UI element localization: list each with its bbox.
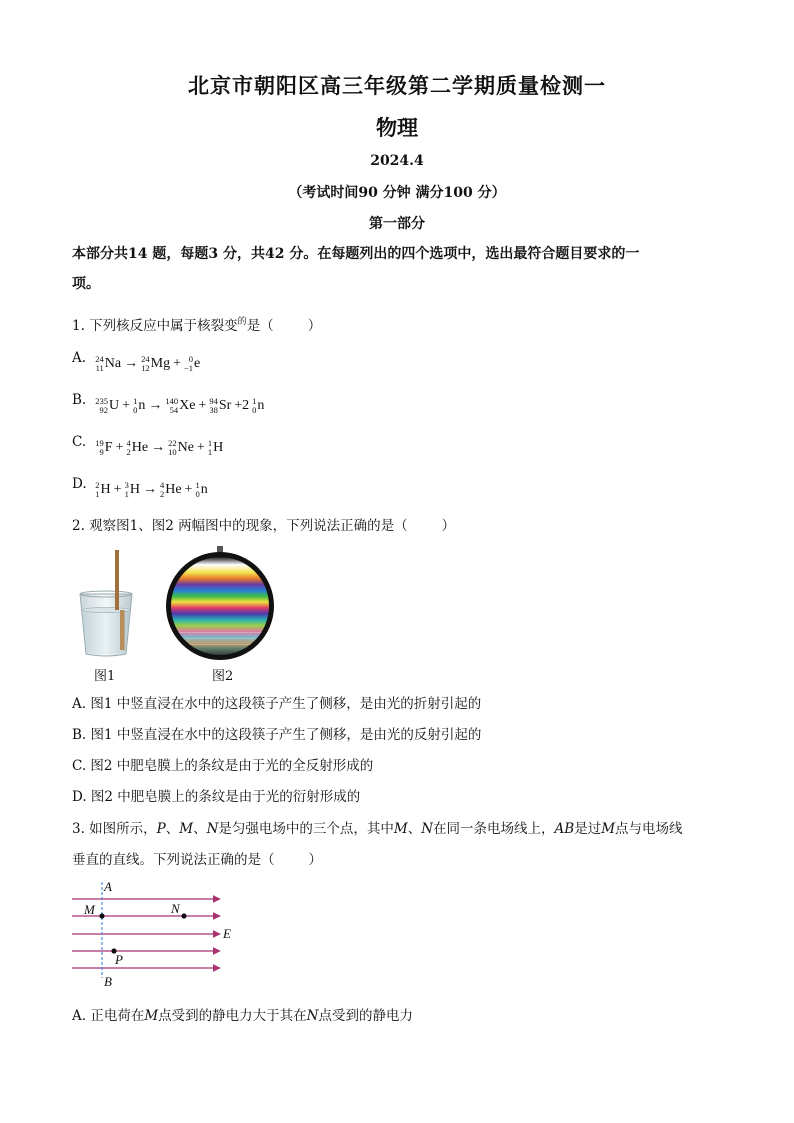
q3-point-m-3: M <box>601 821 616 837</box>
question-3-stem-line-2 <box>72 848 322 868</box>
q2-option-c[interactable]: C. 图2 中肥皂膜上的条纹是由于光的全反射形成的 <box>72 758 374 774</box>
q1-option-b-equation <box>94 397 265 415</box>
operator: → <box>124 356 139 371</box>
element-symbol: n <box>138 398 146 413</box>
figure-2-soap-film <box>164 546 276 662</box>
element-symbol: He <box>165 482 182 497</box>
question-3-stem-line-1 <box>72 817 683 837</box>
element-symbol: Xe <box>179 398 196 413</box>
nuclide-indices <box>95 481 99 499</box>
q1-option-b[interactable] <box>72 392 265 415</box>
nuclide <box>127 439 149 457</box>
atomic-number: 92 <box>99 405 109 415</box>
nuclide <box>168 439 194 457</box>
q1-stem-tail: 的 <box>237 317 247 327</box>
figure-1-glass-chopstick <box>76 548 136 660</box>
nuclide-indices <box>141 355 150 373</box>
mass-number: 1 <box>195 480 200 490</box>
nuclide <box>160 481 182 499</box>
q1-option-c-equation <box>94 439 224 457</box>
nuclide <box>184 355 200 373</box>
mass-number: 24 <box>141 354 150 364</box>
q1-option-c[interactable] <box>72 434 224 457</box>
operator: + <box>113 482 122 497</box>
nuclide-indices <box>165 397 178 415</box>
q3-sep-3: 、 <box>407 821 422 837</box>
label-p: P <box>115 952 123 967</box>
atomic-number: 38 <box>209 405 218 415</box>
q3-option-a-mid: 点受到的静电力大于其在 <box>158 1008 307 1024</box>
q1-option-a[interactable] <box>72 350 201 373</box>
operator: + <box>122 398 131 413</box>
q3-text-1: 是匀强电场中的三个点，其中 <box>218 821 394 837</box>
label-e: E <box>223 926 231 941</box>
q3-point-m-2: M <box>393 821 408 837</box>
mass-number: 1 <box>133 396 138 406</box>
question-2-stem <box>72 514 455 534</box>
q3-line2-text: 垂直的直线。下列说法正确的是（ <box>72 852 275 868</box>
operator: + <box>196 440 205 455</box>
q3-close: ） <box>308 852 322 868</box>
q3-text-2: 在同一条电场线上， <box>433 821 555 837</box>
q3-line-ab: AB <box>554 821 575 837</box>
nuclide-indices <box>127 439 131 457</box>
nuclide-indices <box>209 397 218 415</box>
atomic-number: 0 <box>133 405 138 415</box>
operator: → <box>151 440 166 455</box>
atomic-number: 0 <box>252 405 257 415</box>
q3-sep-2: 、 <box>193 821 207 837</box>
nuclide <box>95 439 112 457</box>
q3-point-m: M <box>179 821 194 837</box>
q2-option-d[interactable]: D. 图2 中肥皂膜上的条纹是由于光的衍射形成的 <box>72 789 361 805</box>
instructions-line-1: 本部分共14 题，每题3 分，共42 分。在每题列出的四个选项中，选出最符合题目要求的一 <box>72 246 640 262</box>
q3-option-a-post: 点受到的静电力 <box>318 1008 413 1024</box>
atomic-number: 54 <box>169 405 179 415</box>
element-symbol: H <box>213 440 224 455</box>
element-symbol: e <box>194 356 201 371</box>
q1-option-a-label: A. <box>72 350 87 366</box>
nuclide <box>195 481 207 499</box>
nuclide-indices <box>95 355 104 373</box>
atomic-number: 2 <box>159 489 165 499</box>
nuclide <box>141 355 170 373</box>
label-a: A <box>104 879 112 894</box>
atomic-number: 2 <box>126 447 131 457</box>
field-diagram <box>70 878 240 990</box>
q3-point-p: P <box>156 821 166 837</box>
nuclide-indices <box>184 355 193 373</box>
mass-number: 3 <box>124 480 129 490</box>
nuclide-indices <box>195 481 199 499</box>
part-heading: 第一部分 <box>369 216 425 232</box>
page-title: 北京市朝阳区高三年级第二学期质量检测一 <box>188 73 606 98</box>
nuclide <box>95 397 119 415</box>
element-symbol: F <box>104 440 113 455</box>
instructions <box>72 239 722 299</box>
q1-option-d-equation <box>94 481 208 499</box>
atomic-number: 1 <box>95 489 100 499</box>
nuclide <box>133 397 145 415</box>
operator: + <box>184 482 193 497</box>
atomic-number: 11 <box>95 363 104 373</box>
atomic-number: 0 <box>195 489 200 499</box>
element-symbol: Na <box>104 356 122 371</box>
mass-number: 235 <box>95 396 109 406</box>
q1-stem-end: 是（ <box>246 318 274 334</box>
operator: + <box>115 440 124 455</box>
atomic-number: 1 <box>207 447 213 457</box>
nuclide <box>209 397 231 415</box>
element-symbol: H <box>100 482 111 497</box>
mass-number: 1 <box>207 438 213 448</box>
q1-close: ） <box>307 318 322 334</box>
operator: + <box>198 398 207 413</box>
question-1-stem <box>72 314 321 334</box>
element-symbol: U <box>109 398 120 413</box>
nuclide-indices <box>168 439 177 457</box>
q1-option-d-label: D. <box>72 476 87 492</box>
mass-number: 0 <box>188 354 194 364</box>
atomic-number: 1 <box>124 489 129 499</box>
q1-option-d[interactable] <box>72 476 209 499</box>
operator: → <box>142 482 157 497</box>
q3-point-n: N <box>206 821 219 837</box>
operator: → <box>148 398 163 413</box>
nuclide <box>95 355 121 373</box>
element-symbol: He <box>131 440 149 455</box>
q3-point-n-2: N <box>421 821 434 837</box>
subject-title: 物理 <box>376 115 418 140</box>
exam-date: 2024.4 <box>370 153 424 169</box>
mass-number: 2 <box>95 480 100 490</box>
label-n: N <box>171 901 180 916</box>
operator: +2 <box>234 398 250 413</box>
nuclide-indices <box>125 481 129 499</box>
point-m-dot <box>99 913 104 918</box>
nuclide-indices <box>95 439 104 457</box>
mass-number: 140 <box>165 396 179 406</box>
label-m: M <box>84 902 95 917</box>
nuclide <box>125 481 140 499</box>
q1-stem-text: 1. 下列核反应中属于核裂变 <box>72 318 238 334</box>
instructions-line-2: 项。 <box>72 276 100 292</box>
nuclide-indices <box>160 481 164 499</box>
q2-option-b[interactable]: B. 图1 中竖直浸在水中的这段筷子产生了侧移，是由光的反射引起的 <box>72 727 482 743</box>
q2-stem-text: 2. 观察图1、图2 两幅图中的现象，下列说法正确的是（ <box>72 518 408 534</box>
q3-prefix: 3. 如图所示， <box>72 821 157 837</box>
q3-option-a-n: N <box>306 1008 319 1024</box>
mass-number: 4 <box>159 480 165 490</box>
mass-number: 19 <box>95 438 104 448</box>
element-symbol: H <box>129 482 140 497</box>
label-b: B <box>104 974 112 989</box>
nuclide-indices <box>95 397 108 415</box>
mass-number: 1 <box>252 396 257 406</box>
atomic-number: 9 <box>99 447 104 457</box>
q1-option-a-equation <box>94 355 201 373</box>
q1-option-b-label: B. <box>72 392 87 408</box>
nuclide-indices <box>133 397 137 415</box>
q1-option-c-label: C. <box>72 434 87 450</box>
nuclide <box>208 439 223 457</box>
q3-text-4: 点与电场线 <box>615 821 683 837</box>
nuclide <box>252 397 264 415</box>
mass-number: 22 <box>168 438 177 448</box>
atomic-number: 12 <box>141 363 150 373</box>
mass-number: 94 <box>209 396 218 406</box>
element-symbol: Mg <box>150 356 171 371</box>
point-n-dot <box>181 913 186 918</box>
mass-number: 4 <box>126 438 131 448</box>
element-symbol: Ne <box>177 440 194 455</box>
mass-number: 24 <box>95 354 104 364</box>
q2-close: ） <box>441 518 456 534</box>
exam-info: （考试时间90 分钟 满分100 分） <box>288 185 506 201</box>
atomic-number: −1 <box>183 363 194 373</box>
q2-option-a[interactable]: A. 图1 中竖直浸在水中的这段筷子产生了侧移，是由光的折射引起的 <box>72 696 482 712</box>
nuclide <box>95 481 110 499</box>
atomic-number: 10 <box>168 447 177 457</box>
q3-option-a[interactable] <box>72 1004 413 1024</box>
q3-text-3: 是过 <box>574 821 602 837</box>
q3-option-a-pre: A. 正电荷在 <box>72 1008 145 1024</box>
q3-sep-1: 、 <box>165 821 180 837</box>
nuclide-indices <box>252 397 256 415</box>
element-symbol: Sr <box>218 398 232 413</box>
element-symbol: n <box>257 398 265 413</box>
figure-2-caption: 图2 <box>212 669 234 684</box>
q3-option-a-m: M <box>144 1008 159 1024</box>
figure-1-caption: 图1 <box>94 669 116 684</box>
operator: + <box>173 356 181 371</box>
nuclide <box>165 397 195 415</box>
nuclide-indices <box>208 439 212 457</box>
element-symbol: n <box>200 482 208 497</box>
